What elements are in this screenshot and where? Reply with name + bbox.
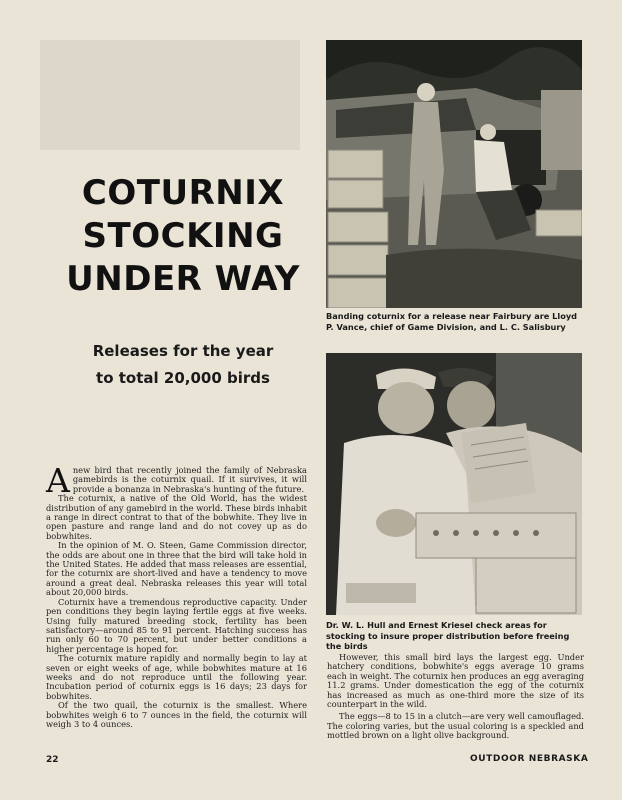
photo-caption: Dr. W. L. Hull and Ernest Kriesel check areas for stocking to insure proper distribution before freeing the birds <box>326 620 570 651</box>
paragraph <box>46 461 307 500</box>
photo-banding-coturnix-image <box>326 40 582 308</box>
paragraph: In the opinion of M. O. Steen, Game Commission director, the odds are about one in three that the bird will take hold in the United States. He added that mass releases are essential, for the coturnix are short-lived and have a tendency to move around a great deal. Nebraska releases this year will total about 20,000 birds. <box>46 540 307 598</box>
magazine-name: OUTDOOR NEBRASKA <box>470 754 589 764</box>
article-column-2 <box>327 653 584 741</box>
paragraph: Coturnix have a tremendous reproductive capacity. Under pen conditions they begin laying fertile eggs at five weeks. Using fully matured breeding stock, fertility has been satisfactory—around 85 to 91 percent. Hatching success has run only 60 to 70 percent, but under better conditions a higher percentage is hoped for. <box>46 596 307 654</box>
subheadline-line: Releases for the year <box>92 342 274 360</box>
headline-line: STOCKING <box>82 216 284 256</box>
headline-line: UNDER WAY <box>66 259 300 299</box>
paragraph: The eggs—8 to 15 in a clutch—are very well camouflaged. The coloring varies, but the usual coloring is a speckled and mottled brown on a light olive background. <box>327 711 584 741</box>
article-subheadline <box>58 338 308 392</box>
paragraph-text: new bird that recently joined the family of Nebraska gamebirds is the coturnix quail. If it survives, it will provide a bonanza in Nebraska's hunting of the future. <box>72 465 307 494</box>
show-through <box>40 40 300 150</box>
article-column-1 <box>46 461 307 729</box>
headline-line: COTURNIX <box>81 173 285 213</box>
drop-cap: A <box>46 461 70 500</box>
page-number: 22 <box>46 755 59 765</box>
paragraph: The coturnix mature rapidly and normally begin to lay at seven or eight weeks of age, while bobwhites mature at 16 weeks and do not reproduce until the following year. Incubation period of coturnix eggs is 16 days; 23 days for bobwhites. <box>46 653 307 701</box>
paragraph: The coturnix, a native of the Old World, has the widest distribution of any gamebird in the world. These birds inhabit a range in direct contrat to that of the bobwhite. They live in open pasture and range land and do not covey up as do bobwhites. <box>46 493 307 541</box>
subheadline-line: to total 20,000 birds <box>96 369 270 387</box>
photo-caption: Banding coturnix for a release near Fairbury are Lloyd P. Vance, chief of Game Division, and L. C. Salisbury <box>326 311 578 332</box>
paragraph: Of the two quail, the coturnix is the smallest. Where bobwhites weigh 6 to 7 ounces in the field, the coturnix will weigh 3 to 4 ounces. <box>46 700 307 729</box>
article-headline <box>58 172 308 301</box>
photo-banding-coturnix <box>326 40 582 308</box>
paragraph: However, this small bird lays the largest egg. Under hatchery conditions, bobwhite's eggs average 10 grams each in weight. The coturnix hen produces an egg averaging 11.2 grams. Under domestication the egg of the coturnix has increased as much as one-third more the size of its counterpart in the wild. <box>327 652 584 710</box>
photo-checking-areas <box>326 353 582 615</box>
photo-checking-areas-image <box>326 353 582 615</box>
